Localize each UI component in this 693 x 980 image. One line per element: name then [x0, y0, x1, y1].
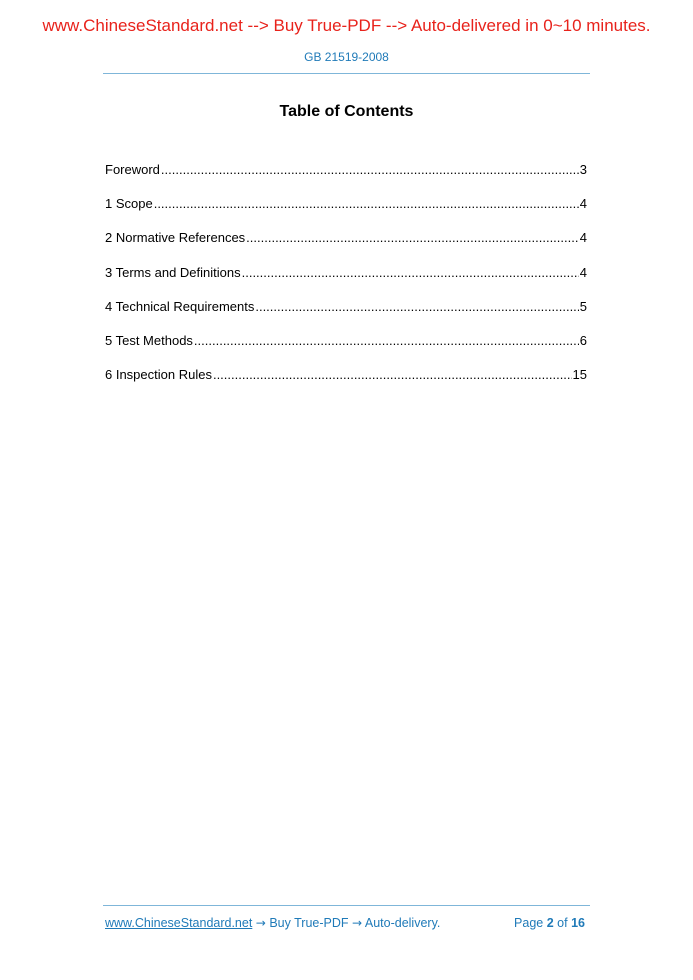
- footer-buy-text: Buy True-PDF: [269, 916, 349, 930]
- toc-list: [105, 162, 587, 401]
- current-page-number: 2: [546, 916, 554, 930]
- right-arrow-icon: →: [255, 916, 266, 930]
- toc-entry-label: 4 Technical Requirements: [105, 298, 255, 314]
- toc-dot-leader: [255, 299, 578, 314]
- toc-entry-label: 5 Test Methods: [105, 332, 193, 348]
- total-pages-number: 16: [571, 916, 585, 930]
- toc-entry-page: 4: [579, 230, 587, 246]
- toc-dot-leader: [154, 196, 579, 211]
- toc-entry-page: 4: [579, 196, 587, 212]
- toc-entry-inspection-rules[interactable]: [105, 367, 587, 401]
- toc-dot-leader: [213, 367, 572, 382]
- toc-entry-terms-and-definitions[interactable]: [105, 265, 587, 299]
- toc-entry-normative-references[interactable]: [105, 230, 587, 264]
- toc-dot-leader: [246, 230, 579, 245]
- toc-dot-leader: [194, 333, 579, 348]
- toc-entry-label: Foreword: [105, 162, 160, 177]
- toc-entry-test-methods[interactable]: [105, 333, 587, 367]
- toc-entry-foreword[interactable]: [105, 162, 587, 196]
- toc-entry-label: 2 Normative References: [105, 230, 246, 246]
- toc-entry-page: 4: [579, 264, 587, 280]
- page-footer: [105, 916, 585, 934]
- of-word: of: [557, 916, 568, 930]
- toc-entry-label: 3 Terms and Definitions: [105, 264, 241, 280]
- toc-entry-technical-requirements[interactable]: [105, 299, 587, 333]
- header-divider: [103, 73, 590, 74]
- footer-promo: [105, 916, 440, 930]
- toc-entry-label: 1 Scope: [105, 196, 153, 212]
- toc-entry-page: 6: [579, 332, 587, 348]
- toc-entry-page: 15: [572, 367, 587, 383]
- footer-site-link[interactable]: www.ChineseStandard.net: [105, 916, 253, 930]
- toc-dot-leader: [242, 265, 579, 280]
- footer-divider: [103, 905, 590, 906]
- standard-code-header: GB 21519-2008: [304, 50, 389, 64]
- promo-banner-link[interactable]: www.ChineseStandard.net --> Buy True-PDF --> Auto-delivered in 0~10 minutes.: [42, 16, 651, 35]
- toc-dot-leader: [161, 162, 579, 177]
- page-indicator: [514, 916, 585, 930]
- right-arrow-icon: →: [352, 916, 363, 930]
- page-word: Page: [514, 916, 544, 930]
- toc-title: Table of Contents: [279, 103, 414, 120]
- footer-delivery-text: Auto-delivery.: [364, 916, 441, 930]
- toc-entry-scope[interactable]: [105, 196, 587, 230]
- toc-entry-label: 6 Inspection Rules: [105, 367, 212, 383]
- toc-entry-page: 5: [579, 298, 587, 314]
- toc-entry-page: 3: [579, 162, 587, 177]
